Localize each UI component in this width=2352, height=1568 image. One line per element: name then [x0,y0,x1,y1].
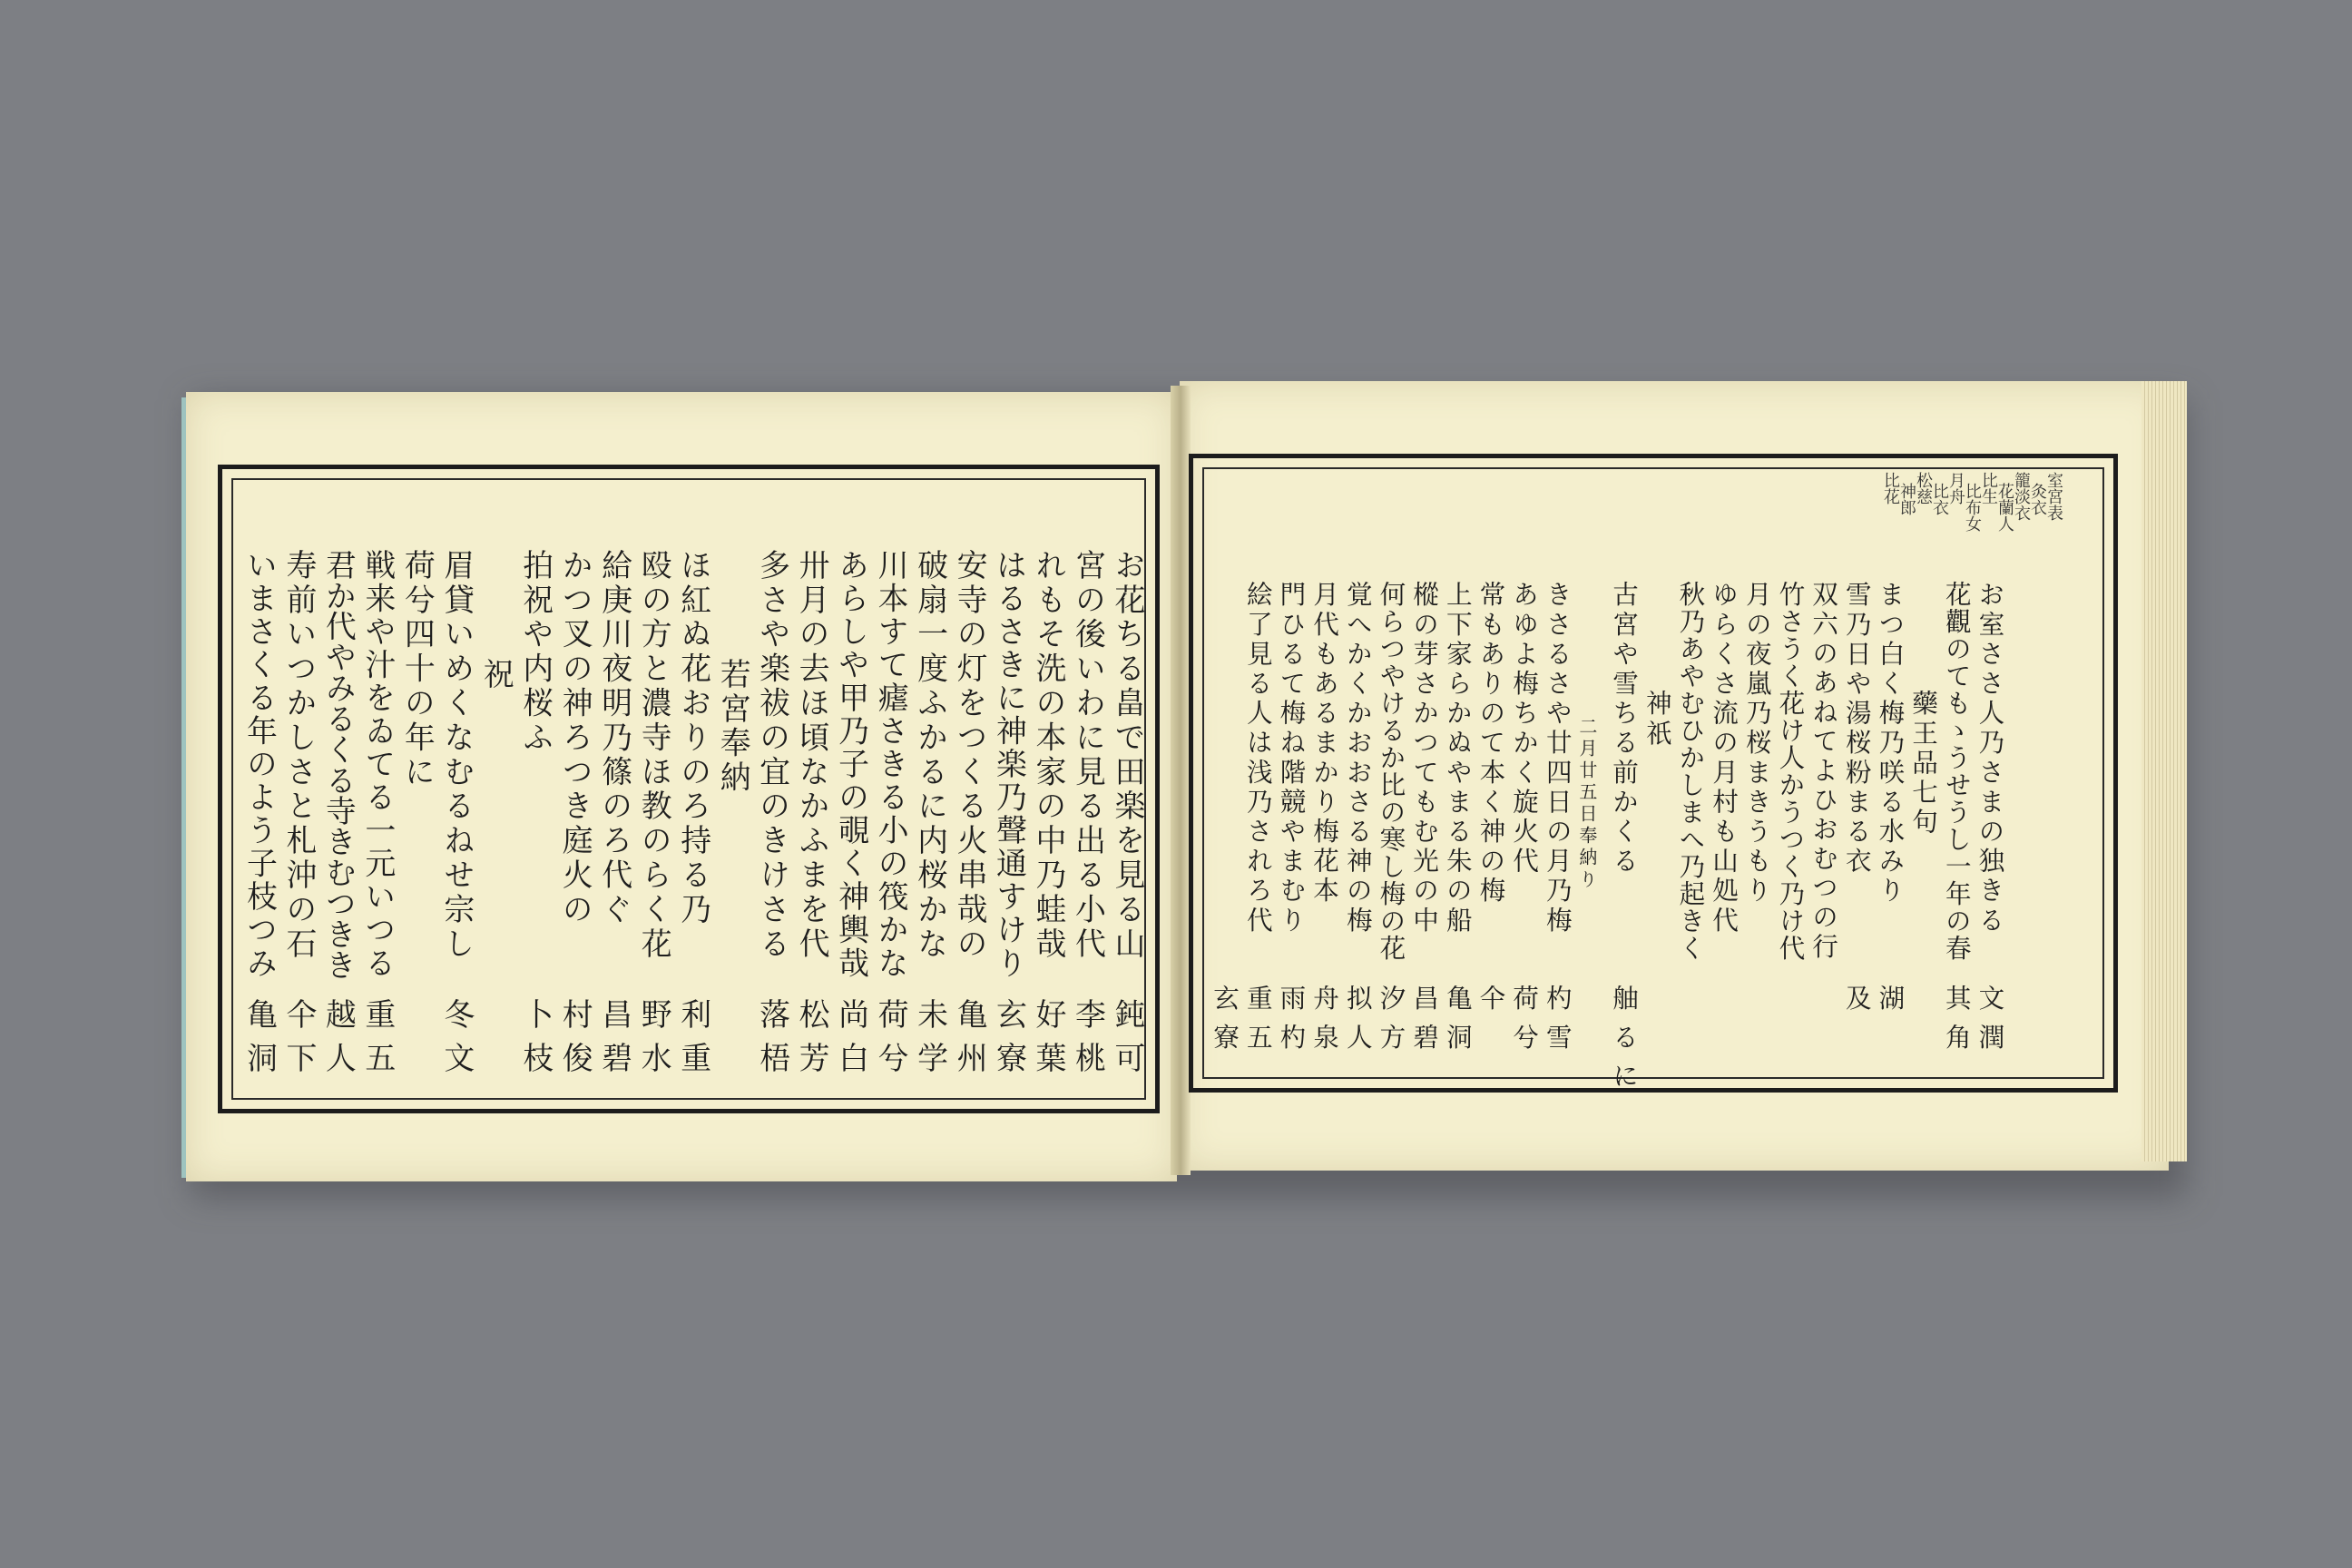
left-column-text: 給庚川夜明乃篠のろ代ぐ [596,549,632,928]
right-column-author: 舟泉 [1309,985,1341,1063]
right-column-text: 神祇 [1642,690,1673,750]
left-column-author: 落梧 [754,998,790,1085]
right-column-text: まつ白く梅乃咲る水みり [1875,581,1906,906]
right-column-text: 藥王品七句 [1908,690,1940,838]
right-column-text: 門ひるて梅ね階競やまむり [1276,581,1308,936]
right-column-text: 樅の芽さかつてもむ光の中 [1409,581,1441,936]
left-column-author: 野水 [636,998,672,1085]
left-column-text: いまさくる年のよう子枝つみ [241,549,278,980]
left-column-author: 亀州 [952,998,988,1085]
right-column-author: 拟人 [1342,985,1374,1063]
left-column-author: 荷兮 [873,998,909,1085]
left-column-author: 越人 [320,998,357,1085]
left-column-text: 殴の方と濃寺ほ教のらく花 [636,549,672,962]
left-column-text: 眉貸いめくなむるねせ宗し [438,549,475,962]
left-column-text: 寿前いつかしさと札沖の石 [280,549,317,962]
right-column-text: 何らつやけるか比の寒し梅の花 [1376,581,1407,962]
left-column-text: お花ちる畠で田楽を見る山 [1109,549,1145,962]
left-column-author: 未学 [912,998,948,1085]
left-column-author: 松芳 [794,998,830,1085]
left-column-text: 破扇一度ふかるに内桜かな [912,549,948,962]
right-column-author: 重五 [1242,985,1274,1063]
left-column-author: 卜枝 [517,998,554,1085]
left-column-text: あらしや甲乃子の覗く神輿哉 [833,549,869,980]
left-column-text: 戦来や汁をゐてる一元いつる [359,549,396,980]
left-column-author: 好葉 [1030,998,1066,1085]
left-column-text: かつ叉の神ろつき庭火の [557,549,593,928]
right-column-author: 及 [1841,985,1873,1024]
header-note: 松慈 [1914,472,1933,505]
right-column-text: 双六のあねてよひおむつの行 [1808,581,1840,962]
right-column-author: 昌碧 [1409,985,1441,1063]
left-column-text: 宮の後いわに見る出る小代 [1070,549,1106,962]
header-note: 花蘭人 [1995,483,2014,532]
right-column-text: 花觀のてもゝうせうし一年の春 [1941,581,1973,962]
left-column-author: 重五 [359,998,396,1085]
left-column-author: 仐下 [280,998,317,1085]
right-column-author: 荷兮 [1509,985,1541,1063]
right-column-text: 竹さうく花け人かうつく乃け代 [1775,581,1807,962]
right-column-author: 其角 [1941,985,1973,1063]
right-column-author: 湖 [1875,985,1906,1024]
header-note: 比花 [1881,472,1900,505]
right-column-text: あゆよ梅ちかく旋火代 [1509,581,1541,877]
right-column-text: きさるさや廿四日の月乃梅 [1542,581,1573,936]
right-column-text: 月代もあるまかり梅花本 [1309,581,1341,906]
left-column-author: 冬文 [438,998,475,1085]
left-column-author: 亀洞 [241,998,278,1085]
right-column-text: 雪乃日や湯桜粉まる衣 [1841,581,1873,877]
header-note: 籠淡衣 [2012,472,2031,521]
right-column-author: 雨杓 [1276,985,1308,1063]
right-column-author: 玄寮 [1210,985,1241,1063]
left-column-text: ほ紅ぬ花おりのろ持る乃 [675,549,711,928]
left-column-text: 川本すて瘧さきる小の筏かな [873,549,909,980]
left-column-text: 多さや楽祓の宜のきけさる [754,549,790,962]
book-spine [1171,386,1191,1175]
left-column-author: 李桃 [1070,998,1106,1085]
right-column-text: 覚へかくかおおさる神の梅 [1342,581,1374,936]
left-column-author: 村俊 [557,998,593,1085]
left-column-text: 安寺の灯をつくる火串哉の [952,549,988,962]
right-column-text: 絵了見る人は浅乃されろ代 [1242,581,1274,936]
right-column-text: 常もありのて本く神の梅 [1475,581,1507,906]
right-column-author: 仐 [1475,985,1507,1024]
right-column-text: 上下家らかぬやまる朱の船 [1442,581,1474,936]
header-note: 月舟 [1946,472,1965,505]
left-column-text: はるさきに神楽乃聲通すけり [991,549,1027,980]
left-column-text: 拍祝や内桜ふ [517,549,554,756]
left-column-text: れもそ洗の本家の中乃蛙哉 [1030,549,1066,962]
left-column-text: 若宮奉納 [715,658,751,796]
left-column-author: 鈍可 [1109,998,1145,1085]
right-column-text: 秋乃あやむひかしまへ乃起きく [1675,581,1707,962]
left-column-text: 祝 [478,658,514,692]
header-note: 比衣 [1930,483,1949,515]
right-column-author: 亀洞 [1442,985,1474,1063]
header-note: 神郎 [1897,483,1916,515]
left-column-author: 昌碧 [596,998,632,1085]
left-column-author: 利重 [675,998,711,1085]
right-column-text: 古宮や雪ちる前かくる [1609,581,1641,877]
left-column-text: 卅月の去ほ頃なかふまを代 [794,549,830,962]
header-note: 比生 [1979,472,1998,505]
left-column-text: 荷兮四十の年に [399,549,436,790]
header-note: 比布女 [1963,483,1982,532]
page-edges [2141,381,2187,1161]
right-column-text: お室ささ人乃さまの独きる [1975,581,2006,936]
left-column-author: 尚白 [833,998,869,1085]
left-column-author: 玄寮 [991,998,1027,1085]
right-column-author: 舳るに [1609,985,1641,1101]
header-note: 室宮表 [2044,472,2063,521]
left-column-text: 君か代やみるくる寺きむつきき [320,549,357,980]
right-column-author: 杓雪 [1542,985,1573,1063]
header-note: 灸衣 [2028,483,2047,515]
right-column-author: 汐方 [1376,985,1407,1063]
right-column-text: 月の夜嵐乃桜まきうもり [1741,581,1773,906]
right-column-text: ゆらくさ流の月村も山処代 [1709,581,1740,936]
right-column-text: 二月廿五日奉納り [1575,717,1598,892]
right-column-author: 文潤 [1975,985,2006,1063]
